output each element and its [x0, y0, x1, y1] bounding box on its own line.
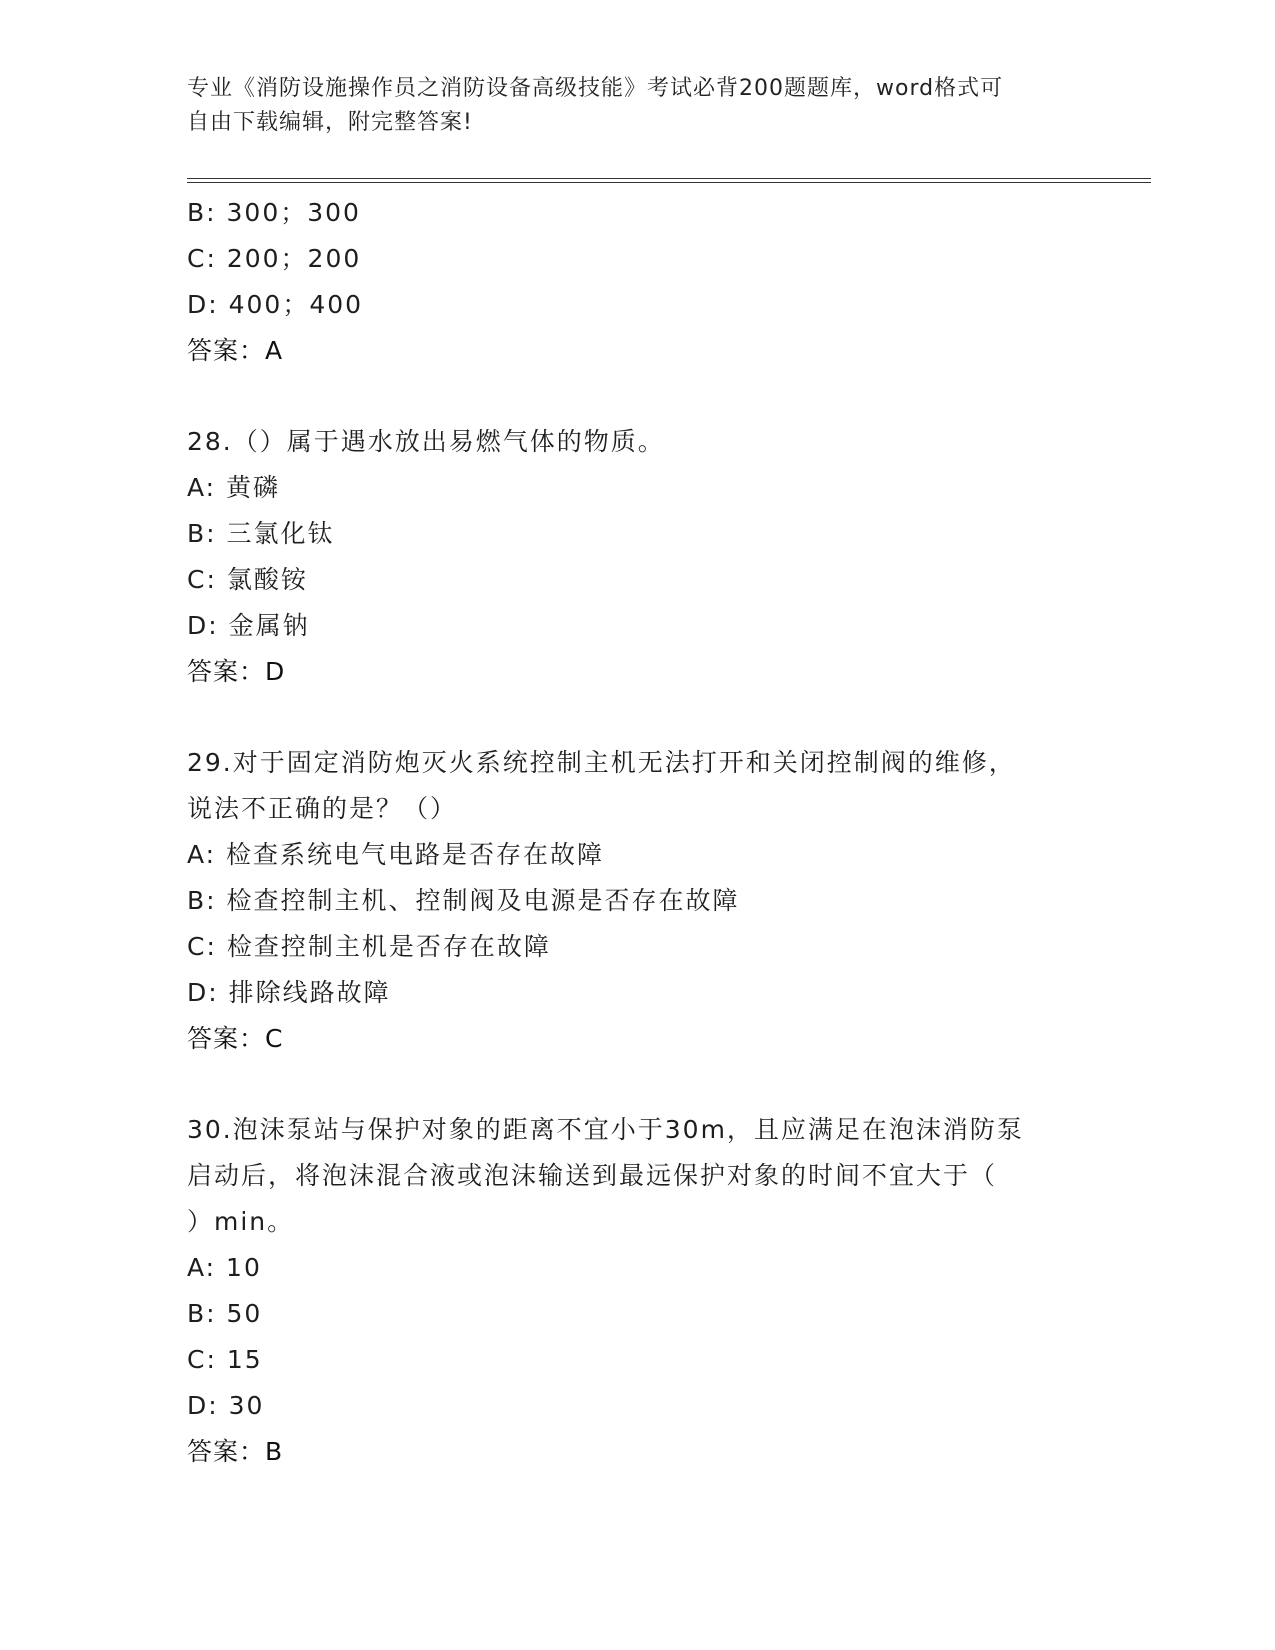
option-c: C: 15	[187, 1345, 263, 1374]
header-title-line-1: 专业《消防设施操作员之消防设备高级技能》考试必背200题题库，word格式可	[187, 76, 1004, 101]
option-a: A: 10	[187, 1253, 262, 1282]
option-c: C: 200；200	[187, 244, 362, 273]
header-divider-top	[187, 178, 1151, 179]
question-28	[187, 419, 1067, 695]
header-divider-bottom	[187, 182, 1151, 183]
answer-line: 答案：C	[187, 1024, 284, 1053]
option-d: D: 30	[187, 1391, 265, 1420]
option-d: D: 金属钠	[187, 611, 310, 640]
question-30	[187, 1107, 1067, 1475]
question-stem	[187, 1107, 1067, 1245]
option-d: D: 400；400	[187, 290, 364, 319]
option-c: C: 检查控制主机是否存在故障	[187, 932, 551, 961]
option-b: B: 50	[187, 1299, 263, 1328]
question-stem	[187, 419, 1067, 465]
answer-line: 答案：A	[187, 336, 284, 365]
question-stem-line: 28.（）属于遇水放出易燃气体的物质。	[187, 427, 665, 456]
question-stem-line: ）min。	[187, 1207, 295, 1236]
option-a: A: 检查系统电气电路是否存在故障	[187, 840, 605, 869]
question-stem-line: 30.泡沫泵站与保护对象的距离不宜小于30m，且应满足在泡沫消防泵	[187, 1115, 1024, 1144]
answer-line: 答案：D	[187, 657, 286, 686]
answer-line: 答案：B	[187, 1437, 284, 1466]
header-title-line-2: 自由下载编辑，附完整答案!	[187, 110, 473, 135]
question-stem-line: 29.对于固定消防炮灭火系统控制主机无法打开和关闭控制阀的维修，	[187, 748, 1016, 777]
question-stem	[187, 740, 1067, 832]
option-a: A: 黄磷	[187, 473, 281, 502]
question-27-continued	[187, 190, 1067, 374]
option-b: B: 三氯化钛	[187, 519, 335, 548]
option-b: B: 300；300	[187, 198, 361, 227]
question-stem-line: 启动后，将泡沫混合液或泡沫输送到最远保护对象的时间不宜大于（	[187, 1161, 998, 1190]
question-stem-line: 说法不正确的是？（）	[187, 794, 458, 823]
option-c: C: 氯酸铵	[187, 565, 308, 594]
option-b: B: 检查控制主机、控制阀及电源是否存在故障	[187, 886, 740, 915]
question-content	[187, 190, 1067, 1475]
document-header	[187, 72, 1067, 140]
option-d: D: 排除线路故障	[187, 978, 391, 1007]
question-29	[187, 740, 1067, 1062]
